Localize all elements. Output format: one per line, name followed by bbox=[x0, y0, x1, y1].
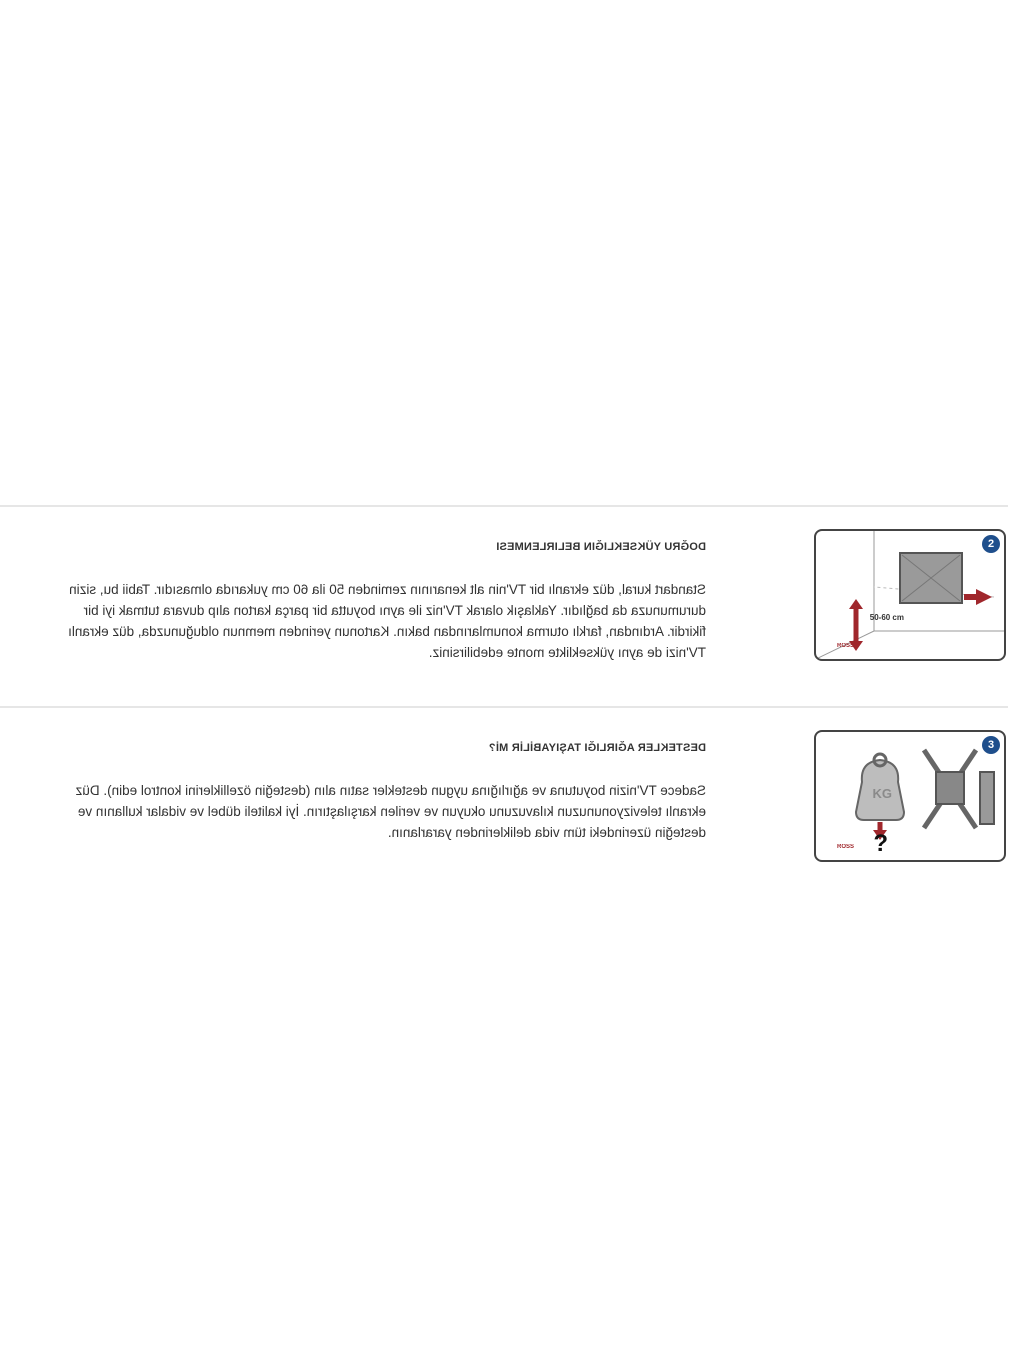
tv-icon bbox=[900, 553, 962, 603]
step-badge: 3 bbox=[982, 736, 1000, 754]
pointer-arrow-icon bbox=[964, 589, 992, 605]
height-illustration bbox=[814, 529, 1006, 661]
step-badge: 2 bbox=[982, 535, 1000, 553]
brand-mark: ROSS bbox=[836, 844, 854, 850]
measure-label: 50-60 cm bbox=[869, 613, 904, 622]
question-mark: ? bbox=[873, 830, 888, 857]
section-weight bbox=[0, 708, 1024, 888]
height-text-block bbox=[66, 541, 706, 663]
bracket-icon bbox=[924, 750, 994, 828]
section-heading: DESTEKLER AĞIRLIĞI TAŞIYABİLİR Mİ? bbox=[488, 742, 706, 754]
section-height bbox=[0, 507, 1024, 707]
section-body: Standart kural, düz ekranlı bir TV'nin alt kenarının zeminden 50 ila 60 cm yukarıda olmasıdır. Tabii bu, sizin durumunuza da bağlıdır. Yaklaşık olarak TV'niz ile aynı boyutta bir parça karton alıp duvara tutmak iyi bir fikirdir. Ardından, farklı oturma konumlarından bakın. Kartonun yerinden memnun olduğunuzda, düz ekranlı TV'nizi de aynı yükseklikte monte edebilirsiniz. bbox=[68, 582, 706, 660]
weight-text-block bbox=[66, 742, 706, 843]
weight-illustration bbox=[814, 730, 1006, 862]
section-body: Sadece TV'nizin boyutuna ve ağırlığına uygun destekler satın alın (desteğin özelliklerini kontrol edin). Düz ekranlı televizyonunuzun kılavuzunu okuyun ve verilen karşılaştırın. İyi kaliteli dübel ve vidalar kullanın ve desteğin üzerindeki tüm vida deliklerinden yararlanın. bbox=[75, 783, 706, 840]
section-heading: DOĞRU YÜKSEKLIĞIN BELIRLENMESI bbox=[496, 541, 706, 553]
weight-label: KG bbox=[872, 786, 892, 801]
brand-mark: ROSS bbox=[836, 643, 854, 649]
